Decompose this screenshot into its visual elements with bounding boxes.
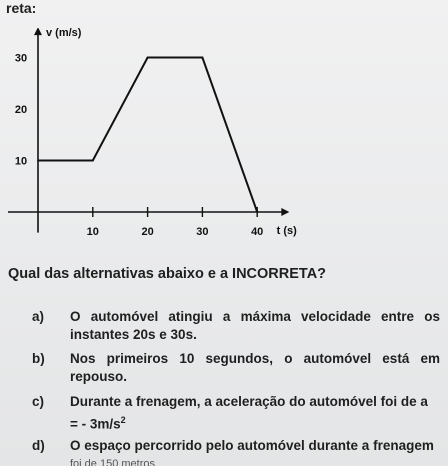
series-line [38, 58, 257, 213]
series-point [147, 57, 149, 59]
chart [0, 28, 448, 258]
series-point [92, 160, 94, 162]
option-c-text-second: = - 3m/s [70, 416, 121, 432]
x-axis-arrow [281, 208, 289, 216]
option-a-letter: a) [32, 309, 45, 324]
option-d-letter: d) [32, 438, 45, 453]
option-d-cut-text: foi de 150 metros [70, 458, 155, 466]
option-a-text: O automóvel atingiu a máxima velocidade entre os instantes 20s e 30s. [70, 309, 440, 342]
y-tick-label: 20 [14, 104, 28, 116]
option-b-text: Nos primeiros 10 segundos, o automóvel está em repouso. [70, 351, 440, 384]
velocity-time-chart [0, 28, 448, 258]
y-tick-label: 30 [14, 52, 28, 65]
series-point [256, 211, 258, 213]
y-tick-label: 10 [14, 155, 28, 168]
option-c-text [70, 393, 440, 434]
option-c-superscript: 2 [120, 415, 126, 425]
x-tick-label: 20 [141, 226, 154, 238]
option-d-text: O espaço percorrido pelo automóvel durante a frenagem [70, 438, 434, 453]
header-word: reta: [6, 0, 37, 16]
option-c-letter: c) [32, 394, 45, 409]
x-tick-label: 40 [251, 226, 264, 238]
question-text: Qual das alternativas abaixo e a INCORRETA? [8, 266, 327, 282]
option-b-letter: b) [32, 351, 45, 366]
y-axis-arrow [34, 28, 42, 35]
y-axis-label: v (m/s) [46, 28, 82, 39]
x-tick-label: 30 [196, 226, 209, 238]
x-axis-label: t (s) [276, 225, 297, 237]
series-point [37, 160, 39, 162]
x-tick-label: 10 [86, 226, 99, 238]
series-point [202, 57, 204, 59]
option-c-text-main: Durante a frenagem, a aceleração do automóvel foi de a [70, 394, 428, 409]
